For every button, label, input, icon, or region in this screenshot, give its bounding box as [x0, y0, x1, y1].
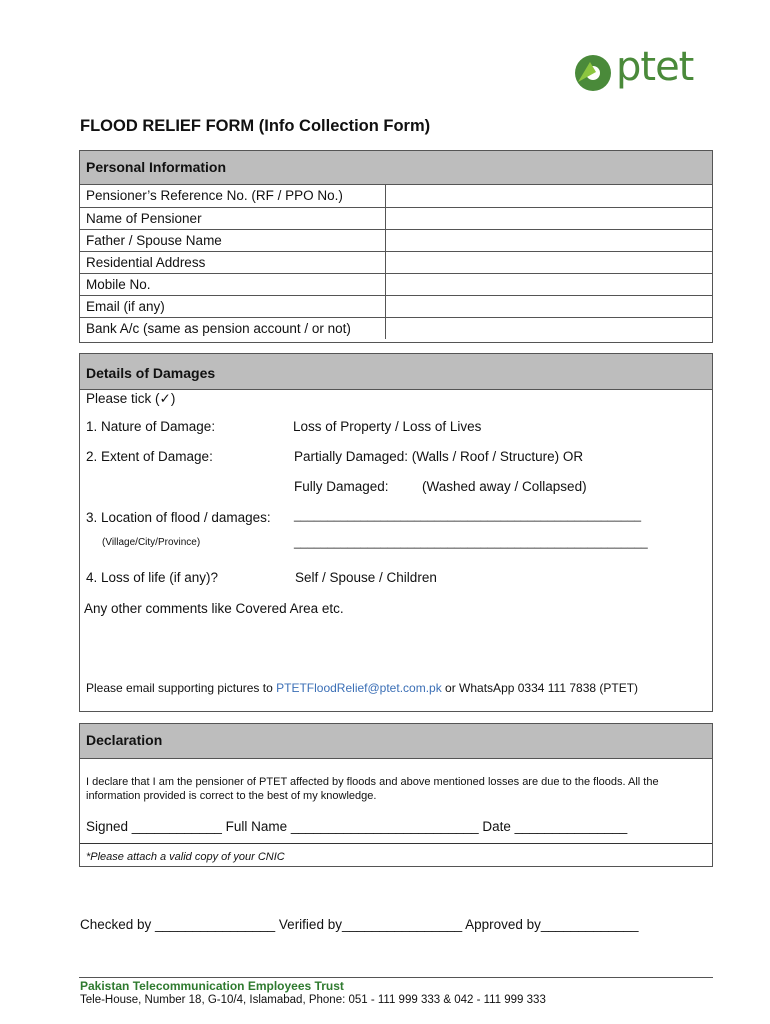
- form-title: FLOOD RELIEF FORM (Info Collection Form): [80, 117, 431, 135]
- approval-line[interactable]: Checked by ________________ Verified by________________ Approved by_____________: [80, 917, 639, 932]
- location-blank-2[interactable]: _____________________________________________________: [294, 535, 648, 549]
- footer-org: Pakistan Telecommunication Employees Trust: [80, 979, 344, 993]
- damages-section: [79, 353, 713, 712]
- personal-info-heading: Personal Information: [80, 151, 712, 185]
- personal-info-section: [79, 150, 713, 343]
- ptet-logo: [572, 44, 702, 94]
- bank-account-field[interactable]: [385, 317, 712, 339]
- row-label: Email (if any): [80, 295, 385, 317]
- divider: [80, 843, 712, 844]
- declaration-section: [79, 723, 713, 867]
- row-label: Father / Spouse Name: [80, 229, 385, 251]
- row-label: Residential Address: [80, 251, 385, 273]
- declaration-text: I declare that I am the pensioner of PTET affected by floods and above mentioned losses are due to the floods. All the information provided is correct to the best of my knowledge.: [86, 776, 659, 802]
- cnic-note: *Please attach a valid copy of your CNIC: [86, 851, 285, 863]
- email-note-prefix: Please email supporting pictures to: [86, 681, 273, 695]
- row-label: Mobile No.: [80, 273, 385, 295]
- tick-note: Please tick (✓): [86, 391, 176, 406]
- logo-text: ptet: [616, 44, 694, 90]
- life-options[interactable]: Self / Spouse / Children: [295, 570, 437, 585]
- email-note-suffix: or WhatsApp 0334 111 7838 (PTET): [445, 681, 639, 695]
- footer-address: Tele-House, Number 18, G-10/4, Islamabad, Phone: 051 - 111 999 333 & 042 - 111 999 333: [80, 994, 546, 1006]
- location-label: 3. Location of flood / damages:: [86, 510, 271, 525]
- extent-full-options[interactable]: (Washed away / Collapsed): [422, 479, 587, 494]
- comments-label: Any other comments like Covered Area etc.: [84, 601, 344, 616]
- damages-heading: Details of Damages: [80, 354, 712, 390]
- email-field[interactable]: [385, 295, 712, 317]
- extent-label: 2. Extent of Damage:: [86, 449, 213, 464]
- email-link[interactable]: PTETFloodRelief@ptet.com.pk: [276, 681, 442, 695]
- extent-full-label: Fully Damaged:: [294, 479, 389, 494]
- signature-line[interactable]: Signed ____________ Full Name _________________________ Date _______________: [86, 819, 628, 834]
- location-hint: (Village/City/Province): [102, 537, 201, 548]
- nature-options[interactable]: Loss of Property / Loss of Lives: [293, 419, 482, 434]
- email-note: [86, 681, 638, 695]
- row-label: Name of Pensioner: [80, 207, 385, 229]
- address-field[interactable]: [385, 251, 712, 273]
- row-label: Bank A/c (same as pension account / or not): [80, 317, 385, 339]
- mobile-field[interactable]: [385, 273, 712, 295]
- life-label: 4. Loss of life (if any)?: [86, 570, 219, 585]
- reference-no-field[interactable]: [385, 185, 712, 207]
- extent-partial-options[interactable]: Partially Damaged: (Walls / Roof / Structure) OR: [294, 449, 584, 464]
- location-blank-1[interactable]: ____________________________________________________: [294, 508, 642, 522]
- father-spouse-field[interactable]: [385, 229, 712, 251]
- personal-info-table: [80, 185, 712, 339]
- footer-divider: [79, 977, 713, 978]
- nature-label: 1. Nature of Damage:: [86, 419, 216, 434]
- declaration-heading: Declaration: [80, 724, 712, 759]
- row-label: Pensioner’s Reference No. (RF / PPO No.): [86, 188, 343, 204]
- pensioner-name-field[interactable]: [385, 207, 712, 229]
- ptet-logo-icon: [572, 52, 614, 94]
